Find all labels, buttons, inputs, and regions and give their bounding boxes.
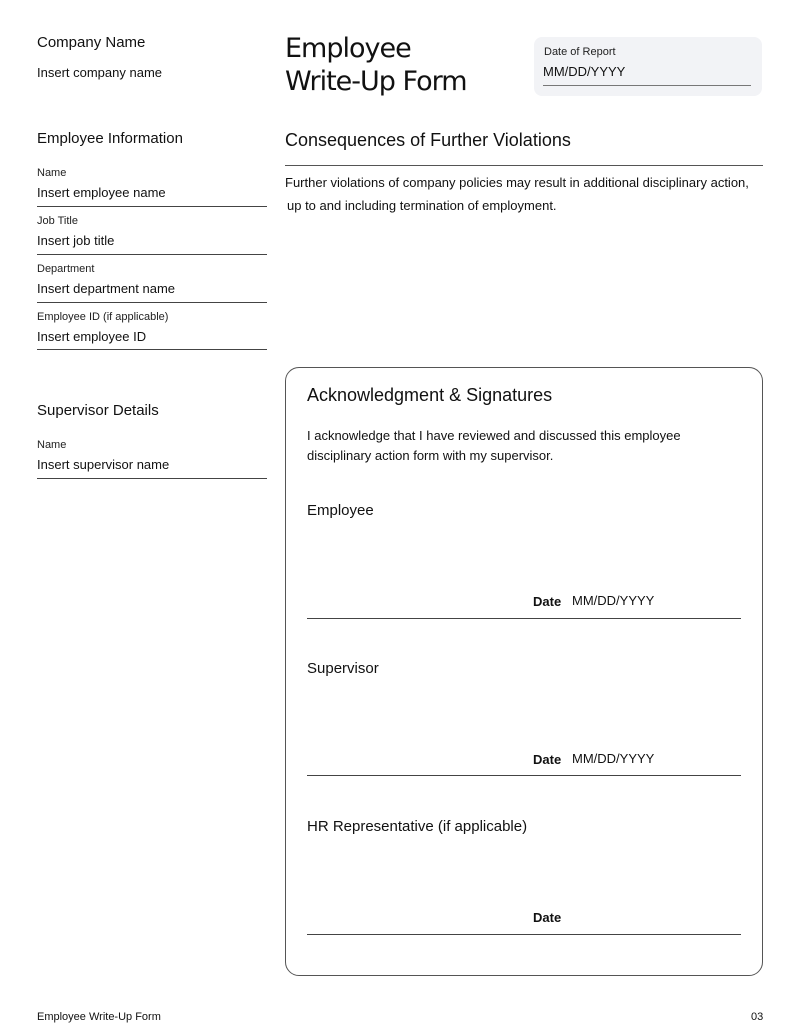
ack-text-2: disciplinary action form with my supervisor.: [307, 448, 554, 463]
supervisor-name-field[interactable]: Insert supervisor name: [37, 457, 170, 472]
company-heading: Company Name: [37, 34, 146, 51]
ack-text-1: I acknowledge that I have reviewed and discussed this employee: [307, 428, 681, 443]
employee-signature-line[interactable]: [307, 618, 741, 619]
footer-title: Employee Write-Up Form: [37, 1011, 161, 1023]
consequences-text-2: up to and including termination of employment.: [287, 198, 557, 213]
title-line-1: Employee: [285, 33, 411, 64]
divider: [543, 85, 751, 86]
divider: [37, 478, 267, 479]
page-number: 03: [751, 1011, 764, 1023]
supervisor-signature-label: Supervisor: [307, 660, 379, 677]
divider: [37, 254, 267, 255]
supervisor-date-field[interactable]: MM/DD/YYYY: [572, 751, 655, 766]
department-field[interactable]: Insert department name: [37, 281, 176, 296]
employee-id-field[interactable]: Insert employee ID: [37, 329, 147, 344]
hr-signature-line[interactable]: [307, 934, 741, 935]
date-of-report-label: Date of Report: [544, 46, 616, 58]
date-label: Date: [533, 752, 562, 767]
hr-signature-label: HR Representative (if applicable): [307, 818, 528, 835]
divider: [37, 302, 267, 303]
field-label: Job Title: [37, 215, 78, 227]
employee-date-field[interactable]: MM/DD/YYYY: [572, 593, 655, 608]
employee-name-field[interactable]: Insert employee name: [37, 185, 166, 200]
field-label: Employee ID (if applicable): [37, 311, 169, 323]
field-label: Name: [37, 167, 67, 179]
divider: [37, 349, 267, 350]
date-of-report-field[interactable]: MM/DD/YYYY: [543, 64, 626, 79]
field-label: Department: [37, 263, 95, 275]
company-name-field[interactable]: Insert company name: [37, 65, 163, 80]
consequences-text-1: Further violations of company policies may result in additional disciplinary action,: [285, 175, 749, 190]
title-line-2: Write-Up Form: [285, 66, 467, 97]
date-label: Date: [533, 594, 562, 609]
divider: [285, 165, 763, 166]
employee-signature-label: Employee: [307, 502, 374, 519]
consequences-heading: Consequences of Further Violations: [285, 130, 571, 150]
date-label: Date: [533, 910, 562, 925]
divider: [37, 206, 267, 207]
supervisor-heading: Supervisor Details: [37, 402, 159, 419]
form-title: [285, 32, 467, 98]
supervisor-signature-line[interactable]: [307, 775, 741, 776]
field-label: Name: [37, 439, 67, 451]
signatures-heading: Acknowledgment & Signatures: [307, 385, 553, 405]
job-title-field[interactable]: Insert job title: [37, 233, 115, 248]
employee-info-heading: Employee Information: [37, 130, 183, 147]
